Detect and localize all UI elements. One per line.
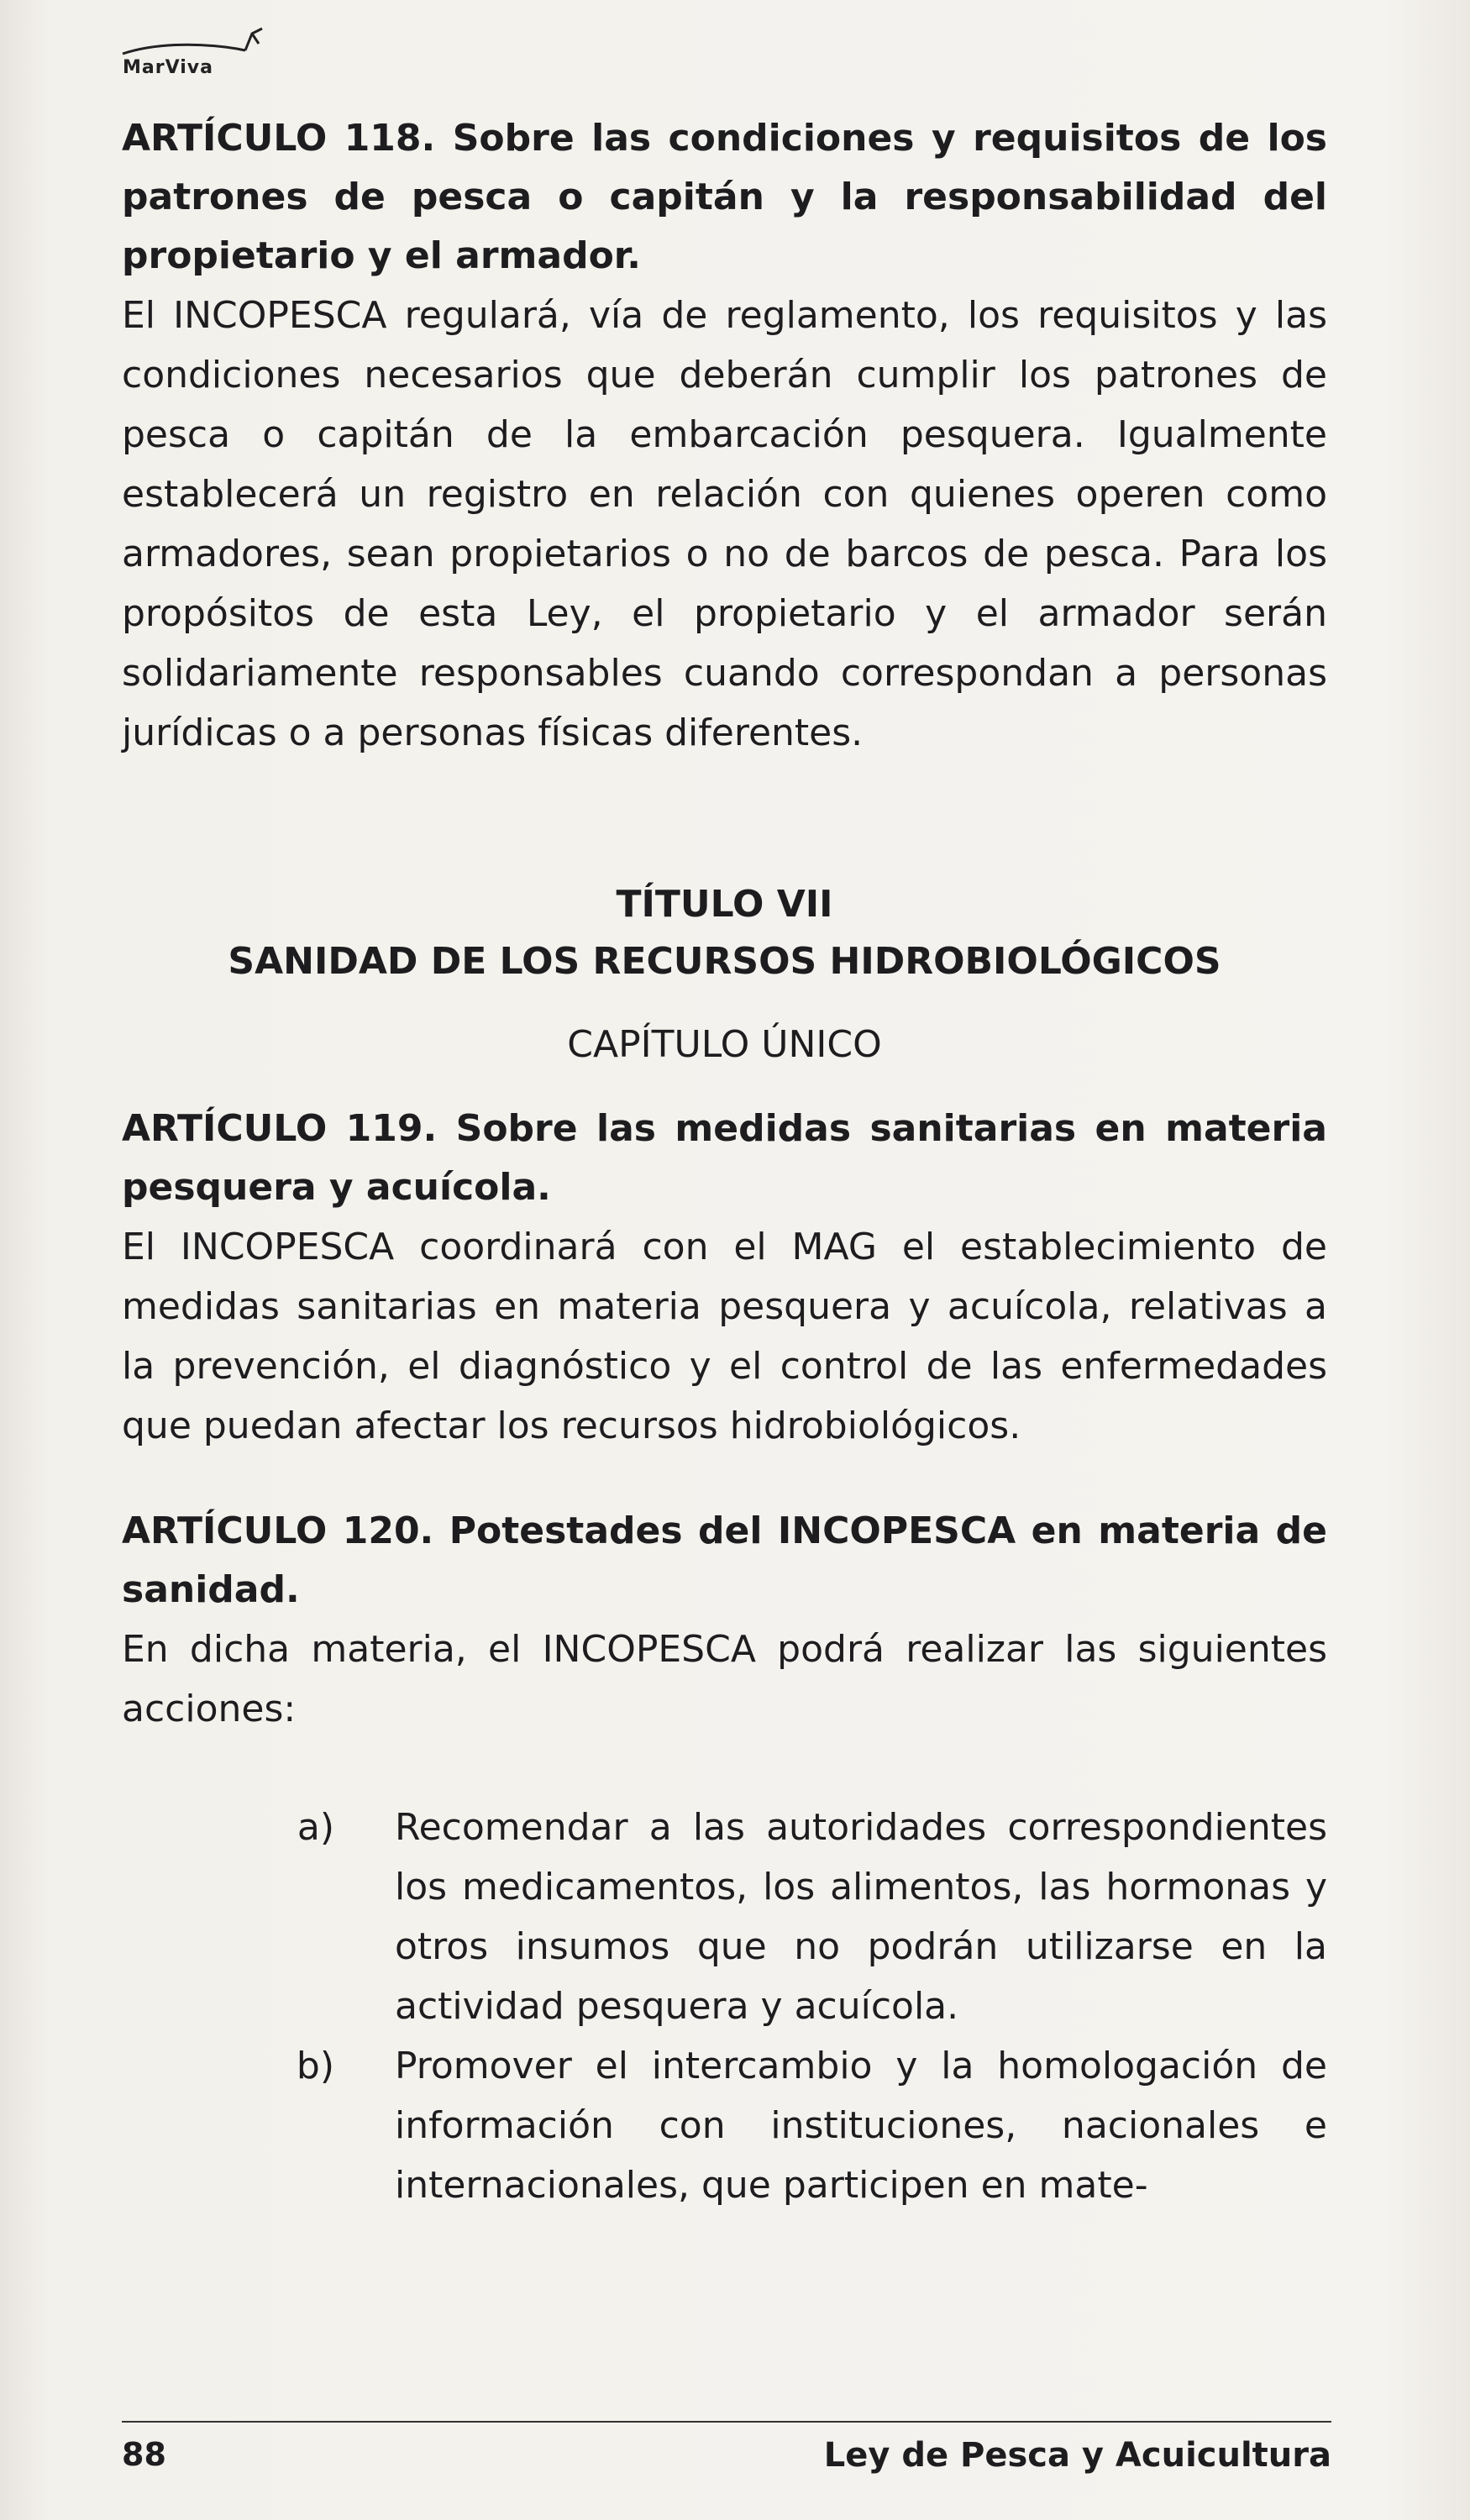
title-vii-heading: TÍTULO VII bbox=[616, 883, 833, 926]
logo-text: MarViva bbox=[123, 57, 213, 78]
footer-divider bbox=[122, 2421, 1331, 2423]
article-118 bbox=[122, 109, 1327, 763]
article-119-body: El INCOPESCA coordinará con el MAG el establecimiento de medidas sanitarias en materia pesquera y acuícola, relativas a la prevención, el diagnóstico y el control de las enfermedades que puedan afectar los recursos hidrobiológicos. bbox=[122, 1226, 1327, 1447]
list-item-text: Promover el intercambio y la homologación de información con instituciones, nacionales e internacionales, que participen en mate- bbox=[395, 2045, 1327, 2207]
article-120-intro: En dicha materia, el INCOPESCA podrá realizar las siguientes acciones: bbox=[122, 1628, 1327, 1730]
list-item-letter: a) bbox=[297, 1806, 334, 1849]
article-118-body: El INCOPESCA regulará, vía de reglamento, los requisitos y las condiciones necesarios que deberán cumplir los patrones de pesca o capitán de la embarcación pesquera. Igualmente establecerá un registro en relación con quienes operen como armadores, sean propietarios o no de barcos de pesca. Para los propósitos de esta Ley, el propietario y el armador serán solidariamente responsables cuando correspondan a personas jurídicas o a personas físicas diferentes. bbox=[122, 294, 1327, 754]
article-120-list bbox=[122, 1798, 1327, 2215]
page-number: 88 bbox=[122, 2436, 166, 2473]
title-vii-subtitle: SANIDAD DE LOS RECURSOS HIDROBIOLÓGICOS bbox=[228, 940, 1221, 983]
article-119-heading: ARTÍCULO 119. Sobre las medidas sanitarias en materia pesquera y acuícola. bbox=[122, 1107, 1327, 1209]
marviva-logo bbox=[119, 25, 279, 84]
title-vii bbox=[122, 876, 1327, 1074]
page-content bbox=[122, 109, 1327, 2215]
list-item-letter: b) bbox=[296, 2045, 334, 2087]
chapter-heading: CAPÍTULO ÚNICO bbox=[567, 1023, 882, 1066]
article-120 bbox=[122, 1502, 1327, 2215]
article-118-heading: ARTÍCULO 118. Sobre las condiciones y requisitos de los patrones de pesca o capitán y la responsabilidad del propietario y el armador. bbox=[122, 117, 1327, 277]
list-item bbox=[122, 1798, 1327, 2036]
list-item-text: Recomendar a las autoridades correspondientes los medicamentos, los alimentos, las hormonas y otros insumos que no podrán utilizarse en la actividad pesquera y acuícola. bbox=[395, 1806, 1327, 2028]
list-item bbox=[122, 2036, 1327, 2215]
article-119 bbox=[122, 1100, 1327, 1456]
article-120-heading: ARTÍCULO 120. Potestades del INCOPESCA en materia de sanidad. bbox=[122, 1509, 1327, 1611]
running-footer-title: Ley de Pesca y Acuicultura bbox=[823, 2436, 1331, 2475]
